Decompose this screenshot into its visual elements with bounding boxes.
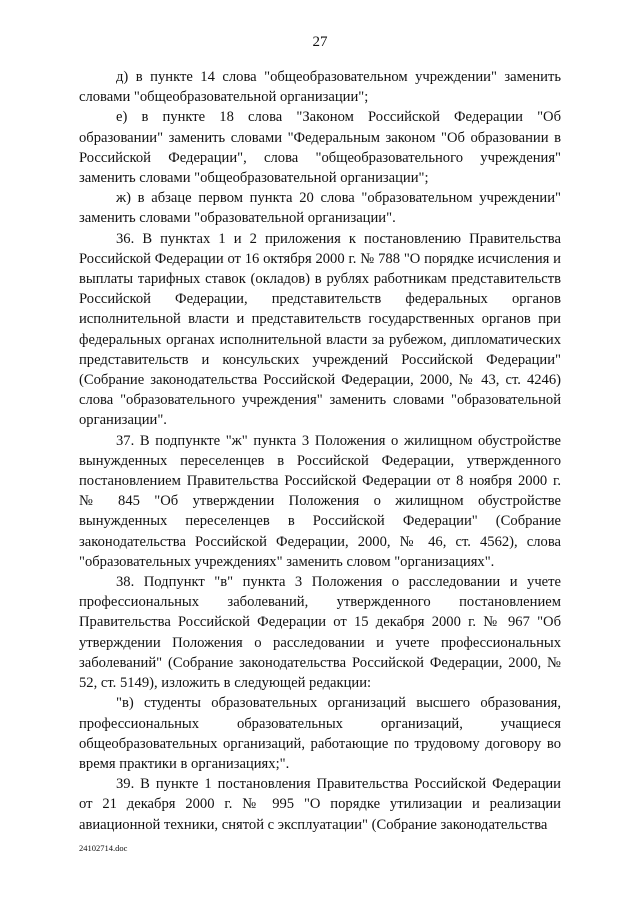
paragraph-38-subitem-v: "в) студенты образовательных организаций высшего образования, профессиональных образовательных организаций, учащиеся общеобразовательных организаций, работающие по трудовому договору во время практики в организациях;". [79,695,561,772]
footer-filename: 24102714.doc [79,843,128,853]
paragraph-38: 38. Подпункт "в" пункта 3 Положения о расследовании и учете профессиональных заболеваний, утвержденного постановлением Правительства Российской Федерации от 15 декабря 2000 г. № 967 "Об утверждении Положения о расследовании и учете профессиональных заболеваний" (Собрание законодательства Российской Федерации, 2000, № 52, ст. 5149), изложить в следующей редакции: [79,574,561,692]
paragraph-item-e: е) в пункте 18 слова "Законом Российской Федерации "Об образовании" заменить словами "Федеральным законом "Об образовании в Российской Федерации", слова "общеобразовательного учреждения" заменить словами "общеобразовательной организации"; [79,109,561,187]
paragraph-item-d: д) в пункте 14 слова "общеобразовательном учреждении" заменить словами "общеобразовательной организации"; [79,69,561,106]
paragraph-39: 39. В пункте 1 постановления Правительства Российской Федерации от 21 декабря 2000 г. № 995 "О порядке утилизации и реализации авиационной техники, снятой с эксплуатации" (Собрание законодательства [79,776,561,833]
page-number: 27 [312,34,328,50]
paragraph-37: 37. В подпункте "ж" пункта 3 Положения о жилищном обустройстве вынужденных переселенцев в Российской Федерации, утвержденного постановлением Правительства Российской Федерации от 8 ноября 2000 г. № 845 "Об утверждении Положения о жилищном обустройстве вынужденных переселенцев в Российской Федерации" (Собрание законодательства Российской Федерации, 2000, № 46, ст. 4562), слова "образовательных учреждениях" заменить словом "организациях". [79,432,561,570]
paragraph-item-zh: ж) в абзаце первом пункта 20 слова "образовательном учреждении" заменить словами "образовательной организации". [79,190,561,227]
document-body [79,67,561,835]
paragraph-36: 36. В пунктах 1 и 2 приложения к постановлению Правительства Российской Федерации от 16 октября 2000 г. № 788 "О порядке исчисления и выплаты тарифных ставок (окладов) в рублях работникам представительств Российской Федерации, представительств федеральных органов исполнительной власти и представительств государственных органов при федеральных органах исполнительной власти за рубежом, дипломатических представительств и консульских учреждений Российской Федерации" (Собрание законодательства Российской Федерации, 2000, № 43, ст. 4246) слова "образовательного учреждения" заменить словами "образовательной организации". [79,230,561,429]
